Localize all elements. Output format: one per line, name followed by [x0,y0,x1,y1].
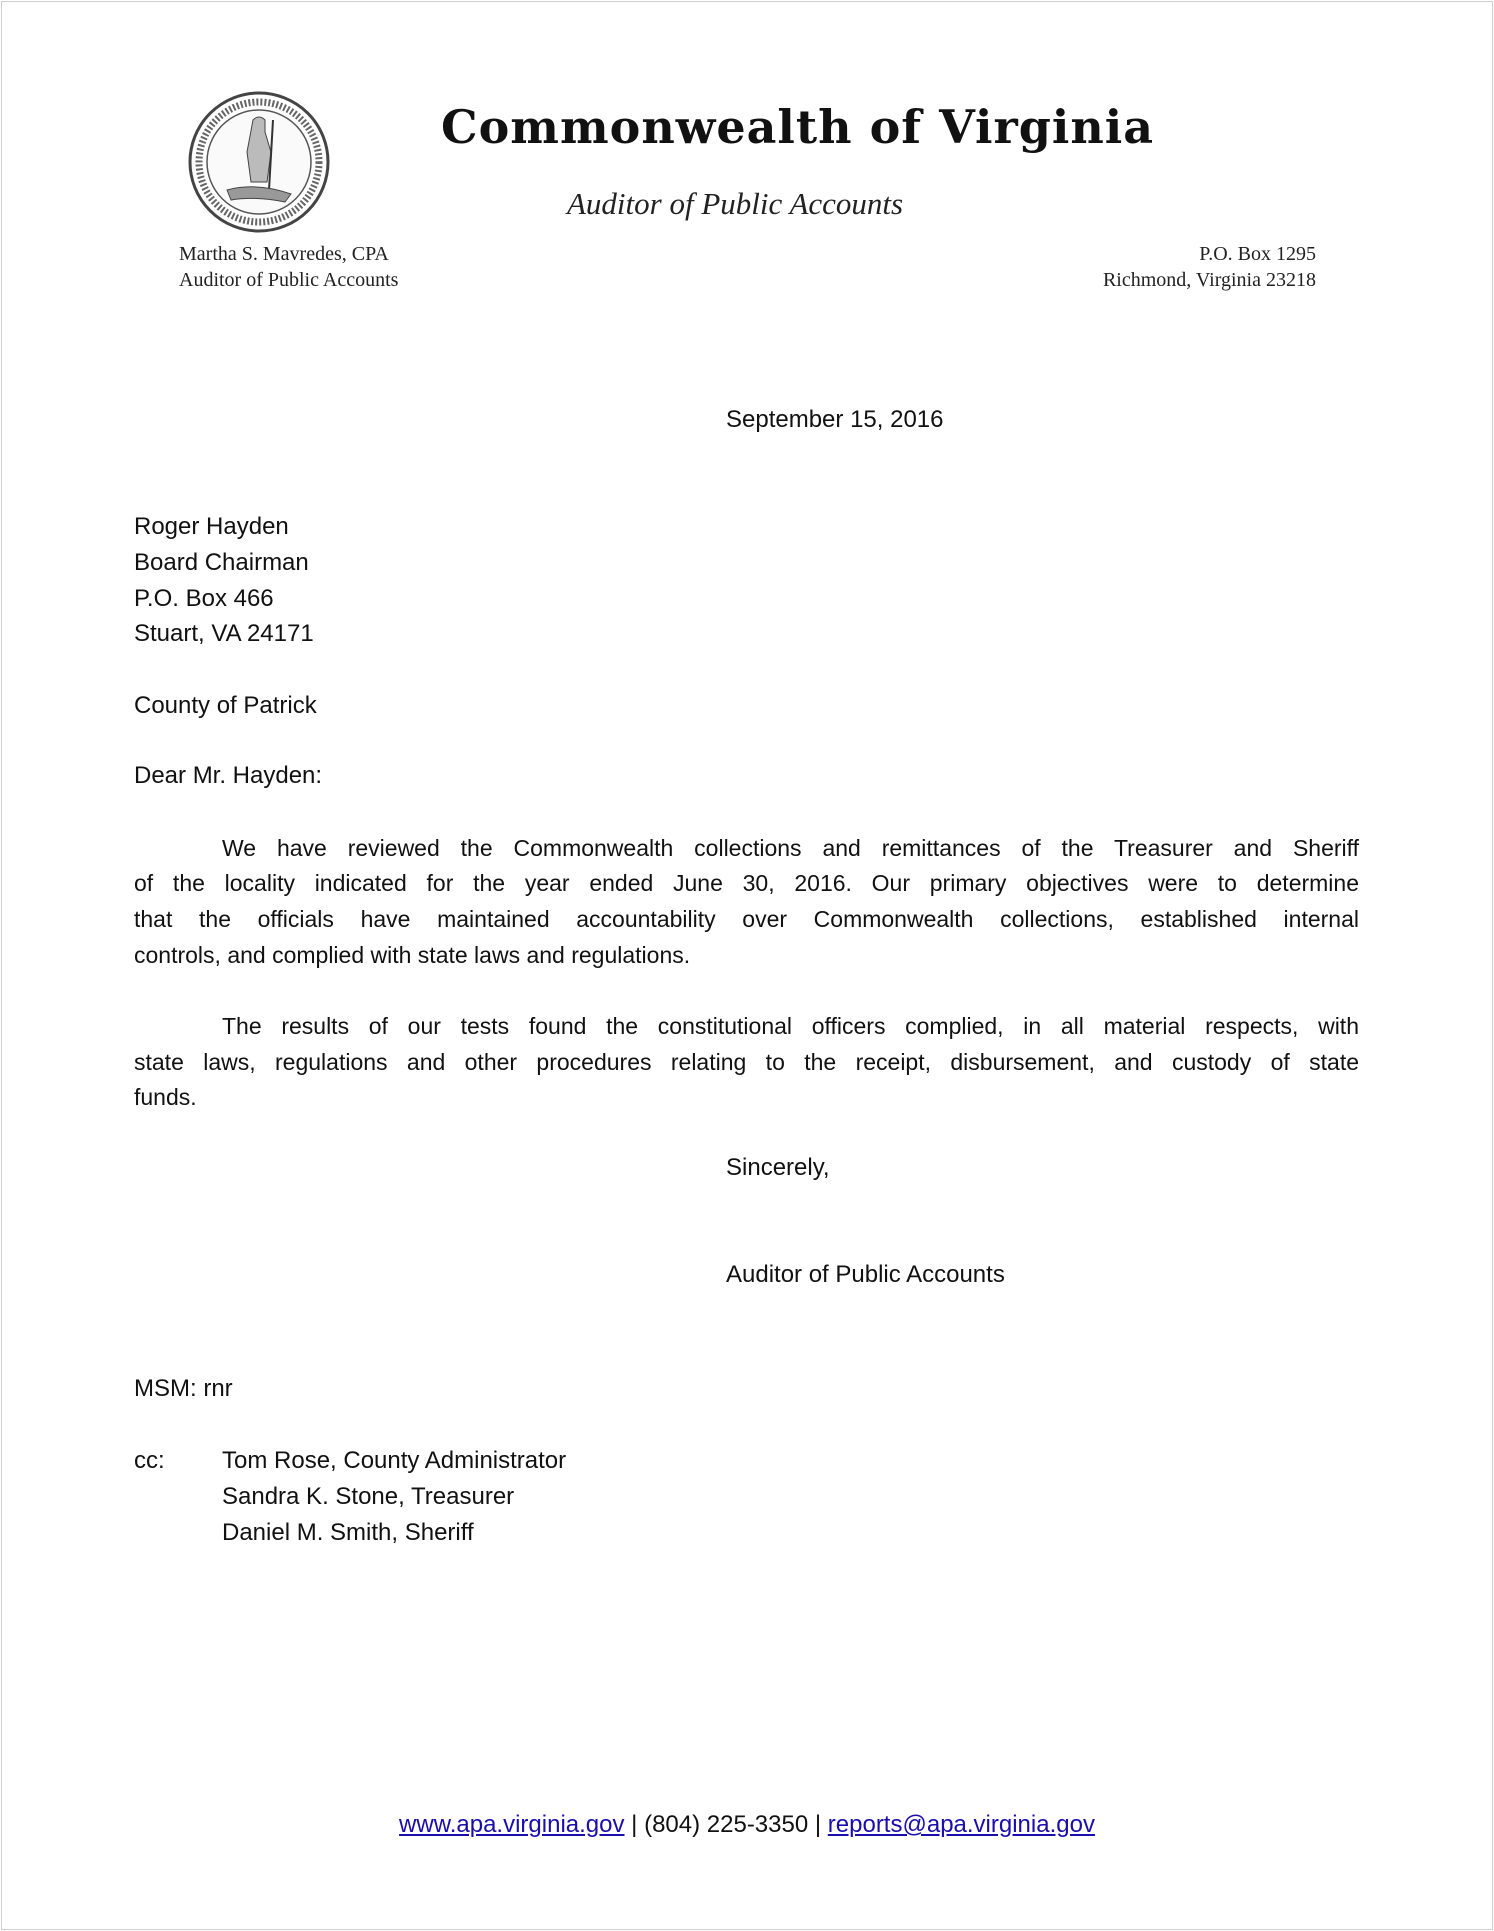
cc-recipient: Daniel M. Smith, Sheriff [222,1519,474,1546]
footer-separator: | [814,1811,822,1838]
auditor-name: Martha S. Mavredes, CPA [179,243,389,265]
recipient-title: Board Chairman [134,549,309,576]
paragraph2-line: state laws, regulations and other procedures relating to the receipt, disbursement, and custody of state [134,1049,1359,1075]
website-link[interactable]: www.apa.virginia.gov [399,1811,625,1838]
letterhead-title: Commonwealth of Virginia [441,100,1155,154]
signature-block: Auditor of Public Accounts [726,1261,1005,1288]
email-link[interactable]: reports@apa.virginia.gov [827,1811,1095,1838]
office-address-line2: Richmond, Virginia 23218 [1102,269,1316,291]
recipient-name: Roger Hayden [134,513,289,540]
office-address-line1: P.O. Box 1295 [1199,243,1316,265]
cc-label: cc: [134,1447,165,1474]
paragraph1-line: that the officials have maintained accountability over Commonwealth collections, established internal [134,906,1359,932]
footer [0,1810,1494,1840]
virginia-seal-icon [187,90,331,234]
typist-initials: MSM: rnr [134,1375,233,1402]
paragraph2-line: The results of our tests found the constitutional officers complied, in all material respects, with [222,1013,1359,1039]
recipient-address: P.O. Box 466 [134,585,274,612]
phone-number: (804) 225-3350 [644,1811,809,1838]
locality: County of Patrick [134,692,317,719]
letter-date: September 15, 2016 [726,406,944,433]
letterhead-subtitle: Auditor of Public Accounts [567,186,904,221]
cc-recipient: Sandra K. Stone, Treasurer [222,1483,515,1510]
closing: Sincerely, [726,1154,830,1181]
recipient-city: Stuart, VA 24171 [134,620,314,647]
paragraph1-line: of the locality indicated for the year ended June 30, 2016. Our primary objectives were to determine [134,870,1359,896]
footer-separator: | [631,1811,638,1838]
paragraph2-line: funds. [134,1084,197,1110]
cc-recipient: Tom Rose, County Administrator [222,1447,567,1474]
paragraph1-line: We have reviewed the Commonwealth collections and remittances of the Treasurer and Sheriff [222,835,1359,861]
auditor-role: Auditor of Public Accounts [179,269,399,291]
salutation: Dear Mr. Hayden: [134,762,323,789]
paragraph1-line: controls, and complied with state laws and regulations. [134,942,691,968]
